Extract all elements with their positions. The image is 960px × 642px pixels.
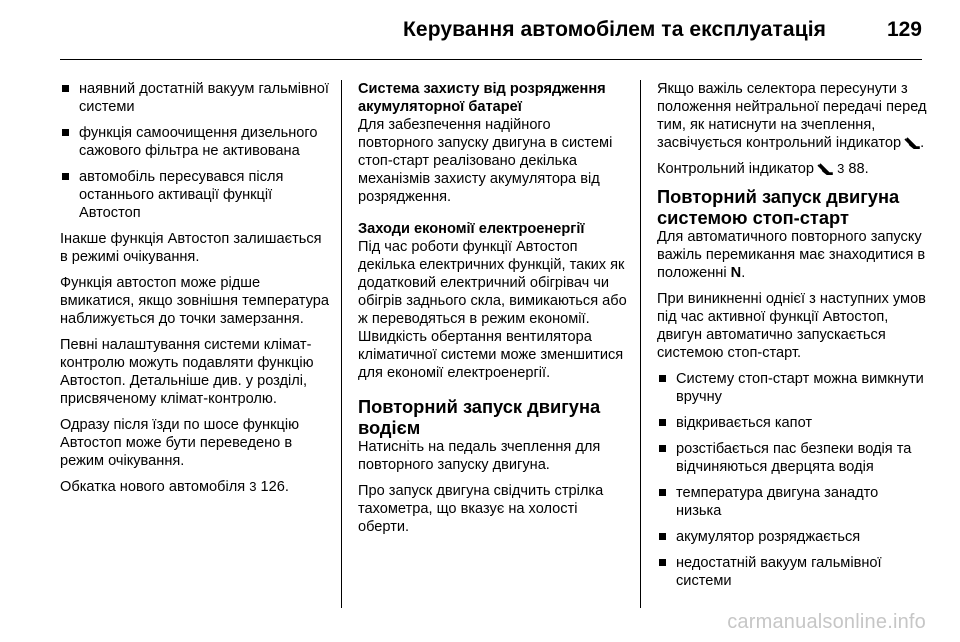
selector-text: Якщо важіль селектора пересунути з положення нейтральної передачі перед тим, як натиснути на зчеплення, засвічується контрольний індикатор (657, 81, 927, 151)
list-item (60, 80, 332, 116)
list-item-text: температура двигуна занадто низька (676, 485, 879, 519)
lever-text: Для автоматичного повторного запуску важіль перемикання має знаходитися в положенні (657, 229, 926, 281)
paragraph-standby: Інакше функція Автостоп залишається в режимі очікування. (60, 231, 322, 265)
heading-driver-restart: Повторний запуск двигуна водієм (358, 396, 601, 438)
paragraph-freezing: Функція автостоп може рідше вмикатися, якщо зовнішня температура наближується до точки замерзання. (60, 275, 329, 327)
list-item-text: функція самоочищення дизельного сажового фільтра не активована (79, 125, 318, 159)
paragraph-indicator (657, 160, 927, 178)
paragraph-energy: Під час роботи функції Автостоп декілька електричних функцій, таких як додатковий електричний обігрівач чи обігрів заднього скла, вимикаються або ж переводяться в режим економії. Швидкість обертання вентилятора кліматичної системи може зменшитися для економії електроенергії. (358, 239, 627, 381)
paragraph-selector: Якщо важіль селектора пересунути з положення нейтральної передачі перед тим, як натиснути на зчеплення, засвічується контрольний індикатор . (657, 81, 927, 151)
paragraph-tachometer: Про запуск двигуна свідчить стрілка тахометра, що вказує на холості оберти. (358, 483, 604, 535)
watermark: carmanualsonline.info (727, 611, 926, 633)
page-title: Керування автомобілем та експлуатація (403, 18, 826, 41)
stop-start-indicator-icon (817, 163, 833, 175)
bullet-marker (659, 375, 666, 382)
reference-arrow-icon: 3 (249, 479, 257, 494)
paragraph-climate: Певні налаштування системи клімат-контролю можуть подавляти функцію Автостоп. Детальніше див. у розділі, присвяченому клімат-контролю. (60, 337, 314, 407)
page-reference-link[interactable]: 126. (260, 479, 289, 495)
paragraph-lever: Для автоматичного повторного запуску важіль перемикання має знаходитися в положенні N. (657, 229, 926, 281)
paragraph-highway: Одразу після їзди по шосе функцію Автостоп може бути переведено в режим очікування. (60, 417, 300, 469)
bullet-marker (659, 559, 666, 566)
indicator-text: Контрольний індикатор (657, 161, 815, 177)
bullet-marker (659, 489, 666, 496)
list-item-text: розстібається пас безпеки водія та відчиняються дверцята водія (676, 441, 912, 475)
stop-start-indicator-icon (904, 137, 920, 149)
bullet-marker (62, 129, 69, 136)
heading-system-restart: Повторний запуск двигуна системою стоп-старт (657, 186, 900, 228)
list-item (60, 124, 332, 160)
heading-battery-protection: Система захисту від розрядження акумуляторної батареї (358, 81, 606, 115)
paragraph-battery: Для забезпечення надійного повторного запуску двигуна в системі стоп-старт реалізовано декілька механізмів захисту акумулятора від розрядження. (358, 117, 613, 205)
list-item-text: Систему стоп-старт можна вимкнути вручну (676, 371, 924, 405)
break-in-text: Обкатка нового автомобіля (60, 479, 246, 495)
column-middle (358, 80, 630, 544)
heading-energy-saving: Заходи економії електроенергії (358, 221, 585, 237)
list-item-text: автомобіль пересувався після останнього активації функції Автостоп (79, 169, 284, 221)
list-item-text: акумулятор розряджається (676, 529, 861, 545)
list-item (657, 528, 927, 546)
paragraph-clutch: Натисніть на педаль зчеплення для повторного запуску двигуна. (358, 439, 601, 473)
page-reference-link[interactable]: 88. (848, 161, 869, 177)
list-item (657, 414, 927, 432)
page-header (0, 0, 960, 60)
bullet-marker (659, 419, 666, 426)
bullet-marker (659, 533, 666, 540)
list-item-text: відкривається капот (676, 415, 813, 431)
paragraph-break-in (60, 478, 332, 496)
reference-arrow-icon: 3 (837, 161, 845, 176)
bullet-marker (62, 173, 69, 180)
bullet-marker (659, 445, 666, 452)
column-divider-right (640, 80, 641, 608)
paragraph-conditions: При виникненні однієї з наступних умов під час активної функції Автостоп, двигун автоматично запускається системою стоп-старт. (657, 291, 926, 361)
page-number: 129 (886, 18, 922, 41)
column-divider-left (341, 80, 342, 608)
list-item (657, 484, 927, 520)
list-item (657, 554, 927, 590)
list-item-text: недостатній вакуум гальмівної системи (676, 555, 882, 589)
column-left (60, 80, 332, 504)
neutral-symbol: N (730, 265, 742, 281)
bullet-marker (62, 85, 69, 92)
list-item-text: наявний достатній вакуум гальмівної системи (79, 81, 329, 115)
list-item (657, 440, 927, 476)
header-rule (60, 59, 922, 60)
list-item (60, 168, 332, 222)
list-item (657, 370, 927, 406)
column-right (657, 80, 927, 598)
